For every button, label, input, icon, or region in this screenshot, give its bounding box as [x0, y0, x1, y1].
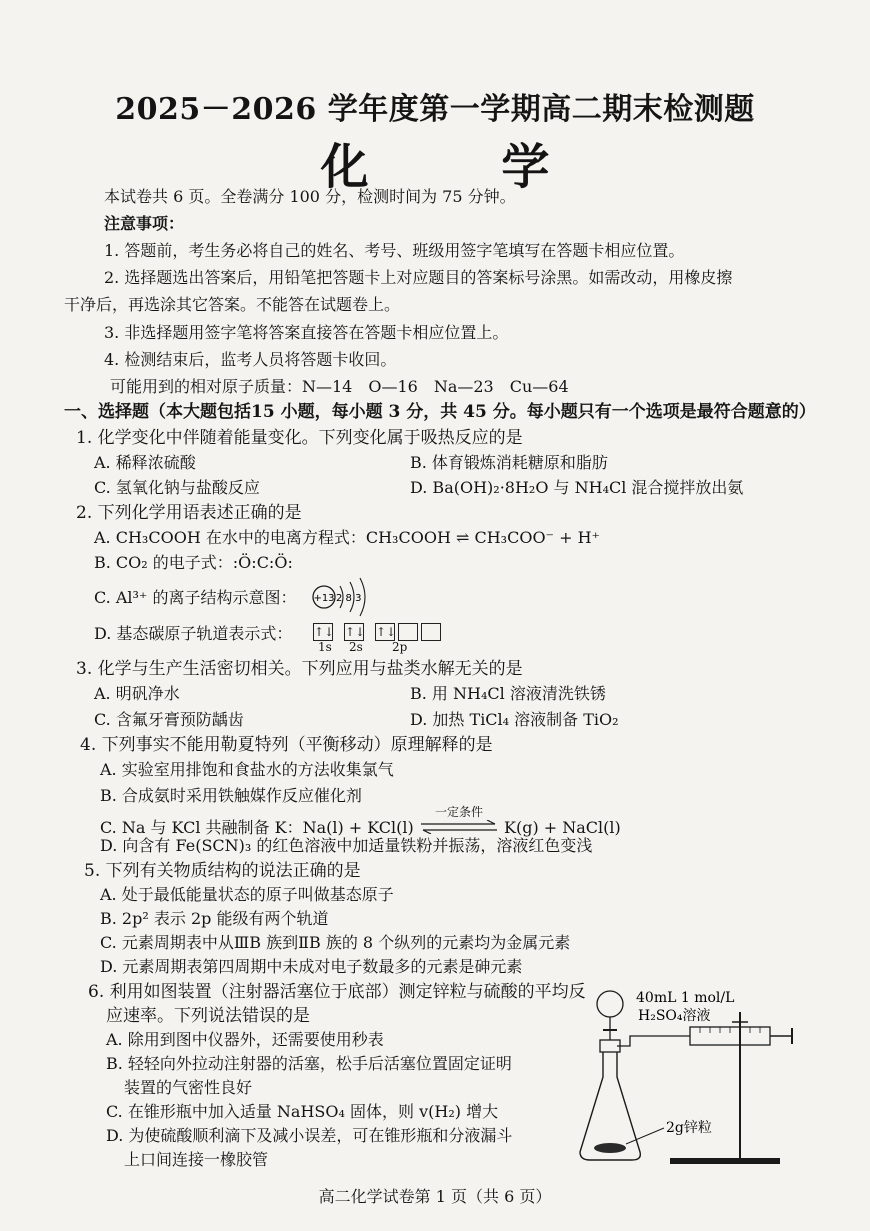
q1-option-c: C. 氢氧化钠与盐酸反应 [94, 478, 260, 497]
notice-heading: 注意事项： [104, 214, 185, 233]
q3-option-a: A. 明矾净水 [94, 684, 180, 703]
figure-label-volume: 40mL 1 mol/L [636, 990, 735, 1006]
section-heading: 一、选择题（本大题包括15 小题，每小题 3 分，共 45 分。每小题只有一个选项是最符合题意的） [64, 402, 816, 422]
intro-text: 本试卷共 6 页。全卷满分 100 分，检测时间为 75 分钟。 [104, 187, 516, 206]
q6-option-d-line1: D. 为使硫酸顺利滴下及减小误差，可在锥形瓶和分液漏斗 [106, 1126, 513, 1145]
q4-option-d: D. 向含有 Fe(SCN)₃ 的红色溶液中加适量铁粉并振荡，溶液红色变浅 [100, 836, 593, 855]
notice-item-2-cont: 干净后，再选涂其它答案。不能答在试题卷上。 [64, 295, 401, 314]
notice-item-3: 3. 非选择题用签字笔将答案直接答在答题卡相应位置上。 [104, 323, 509, 342]
orbital-box-1s: ↑↓ [314, 625, 335, 640]
orbital-box-2p-2 [398, 623, 418, 641]
q5-option-b: B. 2p² 表示 2p 能级有两个轨道 [100, 909, 329, 928]
q2-option-d: D. 基态碳原子轨道表示式： [94, 624, 293, 643]
q6-stem-line1: 6. 利用如图装置（注射器活塞位于底部）测定锌粒与硫酸的平均反 [88, 982, 586, 1002]
q3-stem: 3. 化学与生产生活密切相关。下列应用与盐类水解无关的是 [76, 659, 523, 679]
apparatus-figure [570, 982, 810, 1174]
nucleus-charge: +13 [313, 593, 335, 604]
q6-option-d-line2: 上口间连接一橡胶管 [124, 1150, 269, 1169]
q5-option-d: D. 元素周期表第四周期中未成对电子数最多的元素是砷元素 [100, 957, 523, 976]
q6-option-b-line2: 装置的气密性良好 [124, 1078, 253, 1097]
q1-option-a: A. 稀释浓硫酸 [94, 453, 196, 472]
figure-label-acid: H₂SO₄溶液 [638, 1008, 711, 1024]
orbital-box-2s: ↑↓ [345, 625, 366, 640]
q4-reaction-condition: 一定条件 [434, 805, 483, 819]
q5-option-c: C. 元素周期表中从ⅢB 族到ⅡB 族的 8 个纵列的元素均为金属元素 [100, 933, 571, 952]
orbital-label-2p: 2p [392, 640, 408, 654]
notice-item-4: 4. 检测结束后，监考人员将答题卡收回。 [104, 350, 397, 369]
separatory-funnel-bulb [597, 991, 623, 1017]
q2-option-c: C. Al³⁺ 的离子结构示意图： [94, 588, 297, 607]
atomic-mass-line: 可能用到的相对原子质量：N—14 O—16 Na—23 Cu—64 [110, 377, 569, 396]
q1-option-d: D. Ba(OH)₂·8H₂O 与 NH₄Cl 混合搅拌放出氨 [410, 478, 744, 497]
q3-option-d: D. 加热 TiCl₄ 溶液制备 TiO₂ [410, 710, 619, 729]
q4-option-b: B. 合成氨时采用铁触媒作反应催化剂 [100, 786, 362, 805]
subject-title: 化 学 [320, 139, 608, 195]
equilibrium-arrow [419, 820, 499, 834]
orbital-box-2p-1: ↑↓ [376, 625, 397, 640]
q6-stem-line2: 应速率。下列说法错误的是 [106, 1006, 310, 1026]
q6-option-c: C. 在锥形瓶中加入适量 NaHSO₄ 固体，则 v(H₂) 增大 [106, 1102, 499, 1121]
q5-option-a: A. 处于最低能量状态的原子叫做基态原子 [100, 885, 394, 904]
orbital-diagram [313, 621, 444, 641]
exam-title: 2025－2026 学年度第一学期高二期末检测题 [115, 92, 755, 127]
ion-structure-diagram [310, 574, 380, 620]
q4-option-c-right: K(g) + NaCl(l) [504, 818, 621, 837]
notice-item-2: 2. 选择题选出答案后，用铅笔把答题卡上对应题目的答案标号涂黑。如需改动，用橡皮擦 [104, 268, 733, 287]
q3-option-b: B. 用 NH₄Cl 溶液清洗铁锈 [410, 684, 606, 703]
q5-stem: 5. 下列有关物质结构的说法正确的是 [84, 861, 361, 881]
q4-option-a: A. 实验室用排饱和食盐水的方法收集氯气 [100, 760, 394, 779]
orbital-box-2p-3 [421, 623, 441, 641]
q4-stem: 4. 下列事实不能用勒夏特列（平衡移动）原理解释的是 [80, 735, 493, 755]
page-footer: 高二化学试卷第 1 页（共 6 页） [318, 1187, 552, 1206]
zinc-granules [594, 1143, 626, 1153]
q6-option-a: A. 除用到图中仪器外，还需要使用秒表 [106, 1030, 384, 1049]
q1-option-b: B. 体育锻炼消耗糖原和脂肪 [410, 453, 608, 472]
q2-option-b: B. CO₂ 的电子式：:Ö:C:Ö: [94, 553, 293, 572]
q2-option-a: A. CH₃COOH 在水中的电离方程式：CH₃COOH ⇌ CH₃COO⁻ + H⁺ [94, 528, 600, 547]
shell-electrons: 2 8 3 [336, 593, 362, 604]
notice-item-1: 1. 答题前，考生务必将自己的姓名、考号、班级用签字笔填写在答题卡相应位置。 [104, 241, 685, 260]
q4-option-c-left: C. Na 与 KCl 共融制备 K：Na(l) + KCl(l) [100, 818, 414, 837]
q2-stem: 2. 下列化学用语表述正确的是 [76, 503, 302, 523]
orbital-label-1s: 1s [318, 640, 332, 654]
q1-stem: 1. 化学变化中伴随着能量变化。下列变化属于吸热反应的是 [76, 428, 523, 448]
q6-option-b-line1: B. 轻轻向外拉动注射器的活塞，松手后活塞位置固定证明 [106, 1054, 512, 1073]
figure-label-zinc: 2g锌粒 [666, 1120, 712, 1136]
orbital-label-2s: 2s [349, 640, 363, 654]
q3-option-c: C. 含氟牙膏预防龋齿 [94, 710, 244, 729]
